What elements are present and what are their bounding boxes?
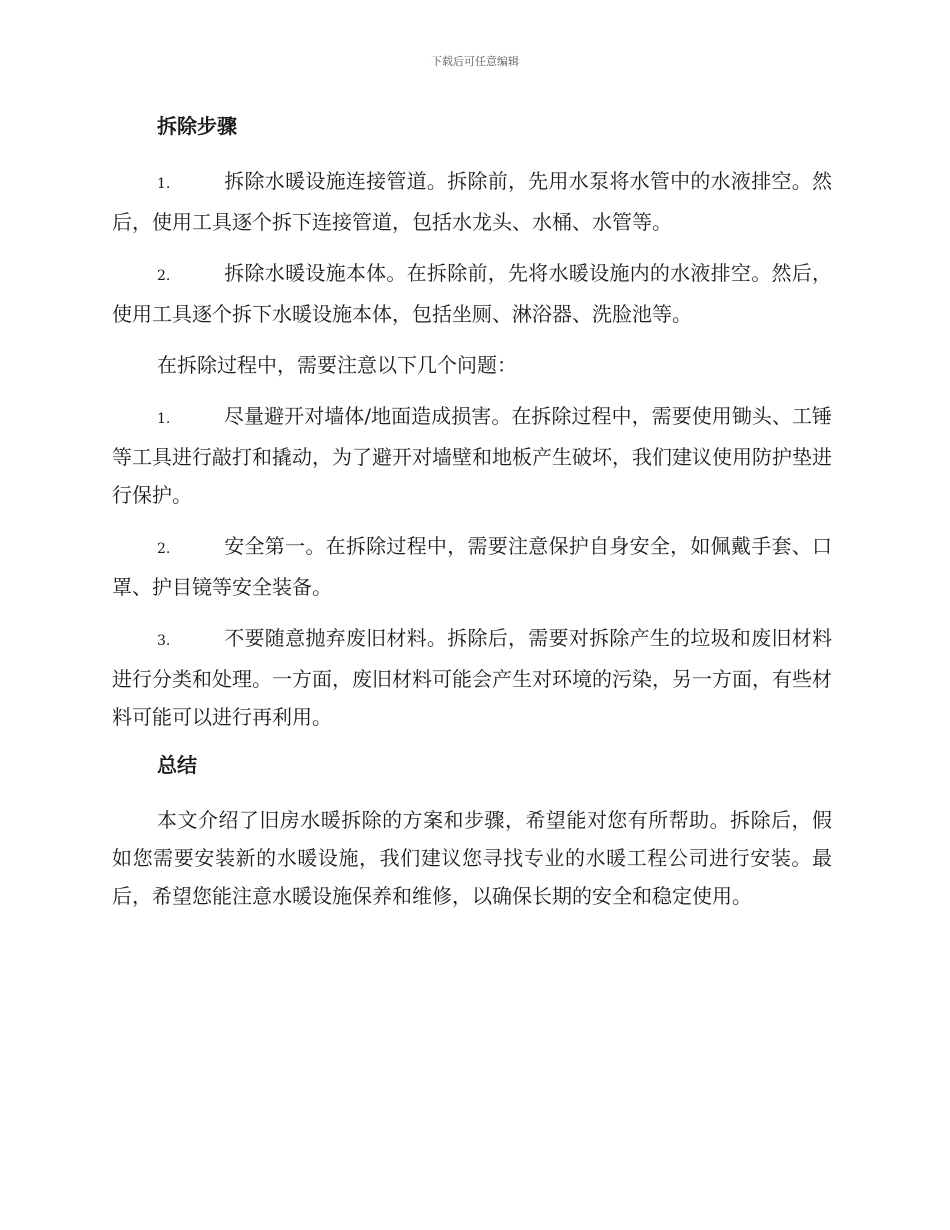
list-item: [112, 254, 832, 333]
list-item-number: 3.: [157, 633, 171, 649]
list-item: [112, 619, 832, 736]
document-body: [112, 110, 832, 928]
list-item-text: 拆除水暖设施本体。在拆除前，先将水暖设施内的水液排空。然后，使用工具逐个拆下水暖设施本体，包括坐厕、淋浴器、洗脸池等。: [112, 261, 832, 326]
section-heading-summary: 总结: [157, 753, 197, 777]
list-item: [112, 527, 832, 606]
section-heading-steps: 拆除步骤: [157, 114, 237, 138]
summary-paragraph: 本文介绍了旧房水暖拆除的方案和步骤，希望能对您有所帮助。拆除后，假如您需要安装新的水暖设施，我们建议您寻找专业的水暖工程公司进行安装。最后，希望您能注意水暖设施保养和维修，以确保长期的安全和稳定使用。: [112, 808, 832, 908]
list-item-text: 拆除水暖设施连接管道。拆除前，先用水泵将水管中的水液排空。然后，使用工具逐个拆下连接管道，包括水龙头、水桶、水管等。: [112, 169, 832, 234]
list-item-number: 2.: [157, 268, 171, 284]
list-item-number: 2.: [157, 541, 171, 557]
list-item: [112, 397, 832, 514]
notes-intro: 在拆除过程中，需要注意以下几个问题：: [157, 353, 517, 377]
list-item-number: 1.: [157, 176, 171, 192]
list-item-number: 1.: [157, 411, 171, 427]
list-item-text: 尽量避开对墙体/地面造成损害。在拆除过程中，需要使用锄头、工锤等工具进行敲打和撬动，为了避开对墙壁和地板产生破坏，我们建议使用防护垫进行保护。: [112, 404, 832, 507]
list-item: [112, 162, 832, 241]
list-item-text: 安全第一。在拆除过程中，需要注意保护自身安全，如佩戴手套、口罩、护目镜等安全装备。: [112, 534, 832, 599]
list-item-text: 不要随意抛弃废旧材料。拆除后，需要对拆除产生的垃圾和废旧材料进行分类和处理。一方面，废旧材料可能会产生对环境的污染，另一方面，有些材料可能可以进行再利用。: [112, 626, 832, 729]
header-note: 下载后可任意编辑: [431, 55, 519, 68]
